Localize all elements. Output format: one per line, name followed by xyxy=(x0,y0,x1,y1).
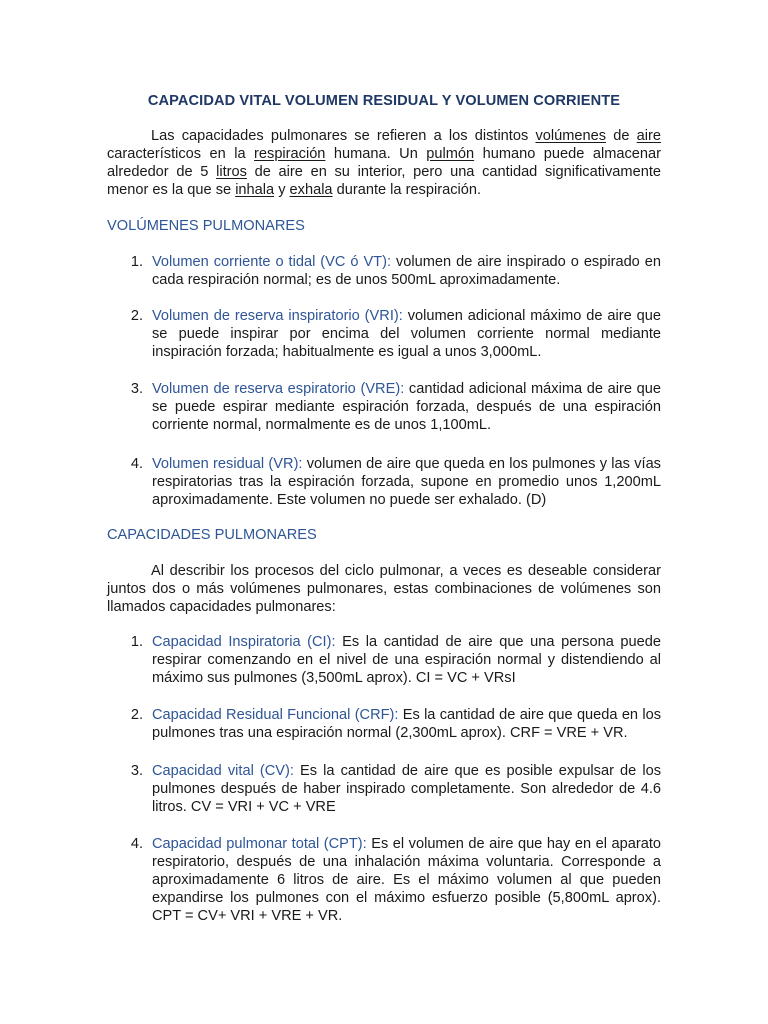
list-number: 2. xyxy=(130,707,143,723)
link-litros[interactable]: litros xyxy=(216,164,247,180)
link-exhala[interactable]: exhala xyxy=(289,182,333,198)
term-definition: volumen de aire que queda en los pulmones y las vías respiratorias tras la espiración forzada, supone en promedio unos 1,200mL aproximadamente. Este volumen no puede ser exhalado. (D) xyxy=(152,456,661,508)
term-definition: Es la cantidad de aire que una persona puede respirar comenzando en el nivel de una espiración normal y distendiendo al máximo sus pulmones (3,500mL aprox). CI = VC + VRsI xyxy=(152,634,661,686)
list-number: 3. xyxy=(130,763,143,779)
list-number: 1. xyxy=(130,634,143,650)
intro-text: humano puede almacenar alrededor de 5 xyxy=(107,146,661,180)
intro-text: característicos en la xyxy=(107,146,255,162)
term-definition: volumen de aire inspirado o espirado en cada respiración normal; es de unos 500mL aproximadamente. xyxy=(152,254,661,288)
section-heading-capacities: CAPACIDADES PULMONARES xyxy=(107,527,317,543)
intro-text: y xyxy=(274,182,290,198)
term-definition: Es la cantidad de aire que es posible expulsar de los pulmones después de haber inspirado completamente. Son alrededor de 4.6 litros. CV = VRI + VC + VRE xyxy=(152,763,661,815)
intro-text: de aire en su interior, pero una cantidad significativamente menor es la que se xyxy=(107,164,661,198)
list-item xyxy=(127,835,661,925)
list-item xyxy=(127,633,661,687)
link-pulmon[interactable]: pulmón xyxy=(426,146,475,162)
link-inhala[interactable]: inhala xyxy=(235,182,275,198)
list-item xyxy=(127,307,661,361)
term-label: Volumen de reserva espiratorio (VRE): xyxy=(152,381,405,397)
list-item xyxy=(127,253,661,289)
term-definition: volumen adicional máximo de aire que se puede inspirar por encima del volumen corriente normal mediante inspiración forzada; habitualmente es igual a unos 3,000mL. xyxy=(152,308,661,360)
term-label: Volumen de reserva inspiratorio (VRI): xyxy=(152,308,403,324)
capacities-intro: Al describir los procesos del ciclo pulmonar, a veces es deseable considerar juntos dos o más volúmenes pulmonares, estas combinaciones de volúmenes son llamados capacidades pulmonares: xyxy=(107,563,661,615)
term-definition: cantidad adicional máxima de aire que se puede espirar mediante espiración forzada, después de una espiración corriente normal, normalmente es de unos 1,100mL. xyxy=(152,381,661,433)
intro-text: humana. Un xyxy=(325,146,427,162)
list-item xyxy=(127,380,661,434)
term-label: Capacidad Residual Funcional (CRF): xyxy=(152,707,399,723)
list-number: 4. xyxy=(130,456,143,472)
link-aire[interactable]: aire xyxy=(636,128,662,144)
list-number: 4. xyxy=(130,836,143,852)
term-definition: Es el volumen de aire que hay en el aparato respiratorio, después de una inhalación máxima voluntaria. Corresponde a aproximadamente 6 litros de aire. Es el máximo volumen al que pueden expandirse los pulmones con el máximo esfuerzo posible (5,800mL aprox). CPT = CV+ VRI + VRE + VR. xyxy=(152,836,661,924)
intro-text: durante la respiración. xyxy=(332,182,482,198)
term-label: Volumen residual (VR): xyxy=(152,456,303,472)
term-definition: Es la cantidad de aire que queda en los pulmones tras una espiración normal (2,300mL aprox). CRF = VRE + VR. xyxy=(152,707,661,741)
term-label: Capacidad Inspiratoria (CI): xyxy=(152,634,336,650)
list-item xyxy=(127,706,661,742)
intro-text: Las capacidades pulmonares se refieren a los distintos xyxy=(151,128,536,144)
intro-paragraph xyxy=(107,127,661,199)
link-respiracion[interactable]: respiración xyxy=(254,146,326,162)
intro-text: de xyxy=(606,128,637,144)
term-label: Capacidad vital (CV): xyxy=(152,763,294,779)
list-number: 3. xyxy=(130,381,143,397)
link-volumenes[interactable]: volúmenes xyxy=(535,128,607,144)
list-number: 1. xyxy=(130,254,143,270)
list-item xyxy=(127,762,661,816)
section-heading-volumes: VOLÚMENES PULMONARES xyxy=(107,218,305,234)
document-title: CAPACIDAD VITAL VOLUMEN RESIDUAL Y VOLUMEN CORRIENTE xyxy=(147,93,621,109)
list-number: 2. xyxy=(130,308,143,324)
list-item xyxy=(127,455,661,509)
term-label: Volumen corriente o tidal (VC ó VT): xyxy=(152,254,392,270)
term-label: Capacidad pulmonar total (CPT): xyxy=(152,836,367,852)
